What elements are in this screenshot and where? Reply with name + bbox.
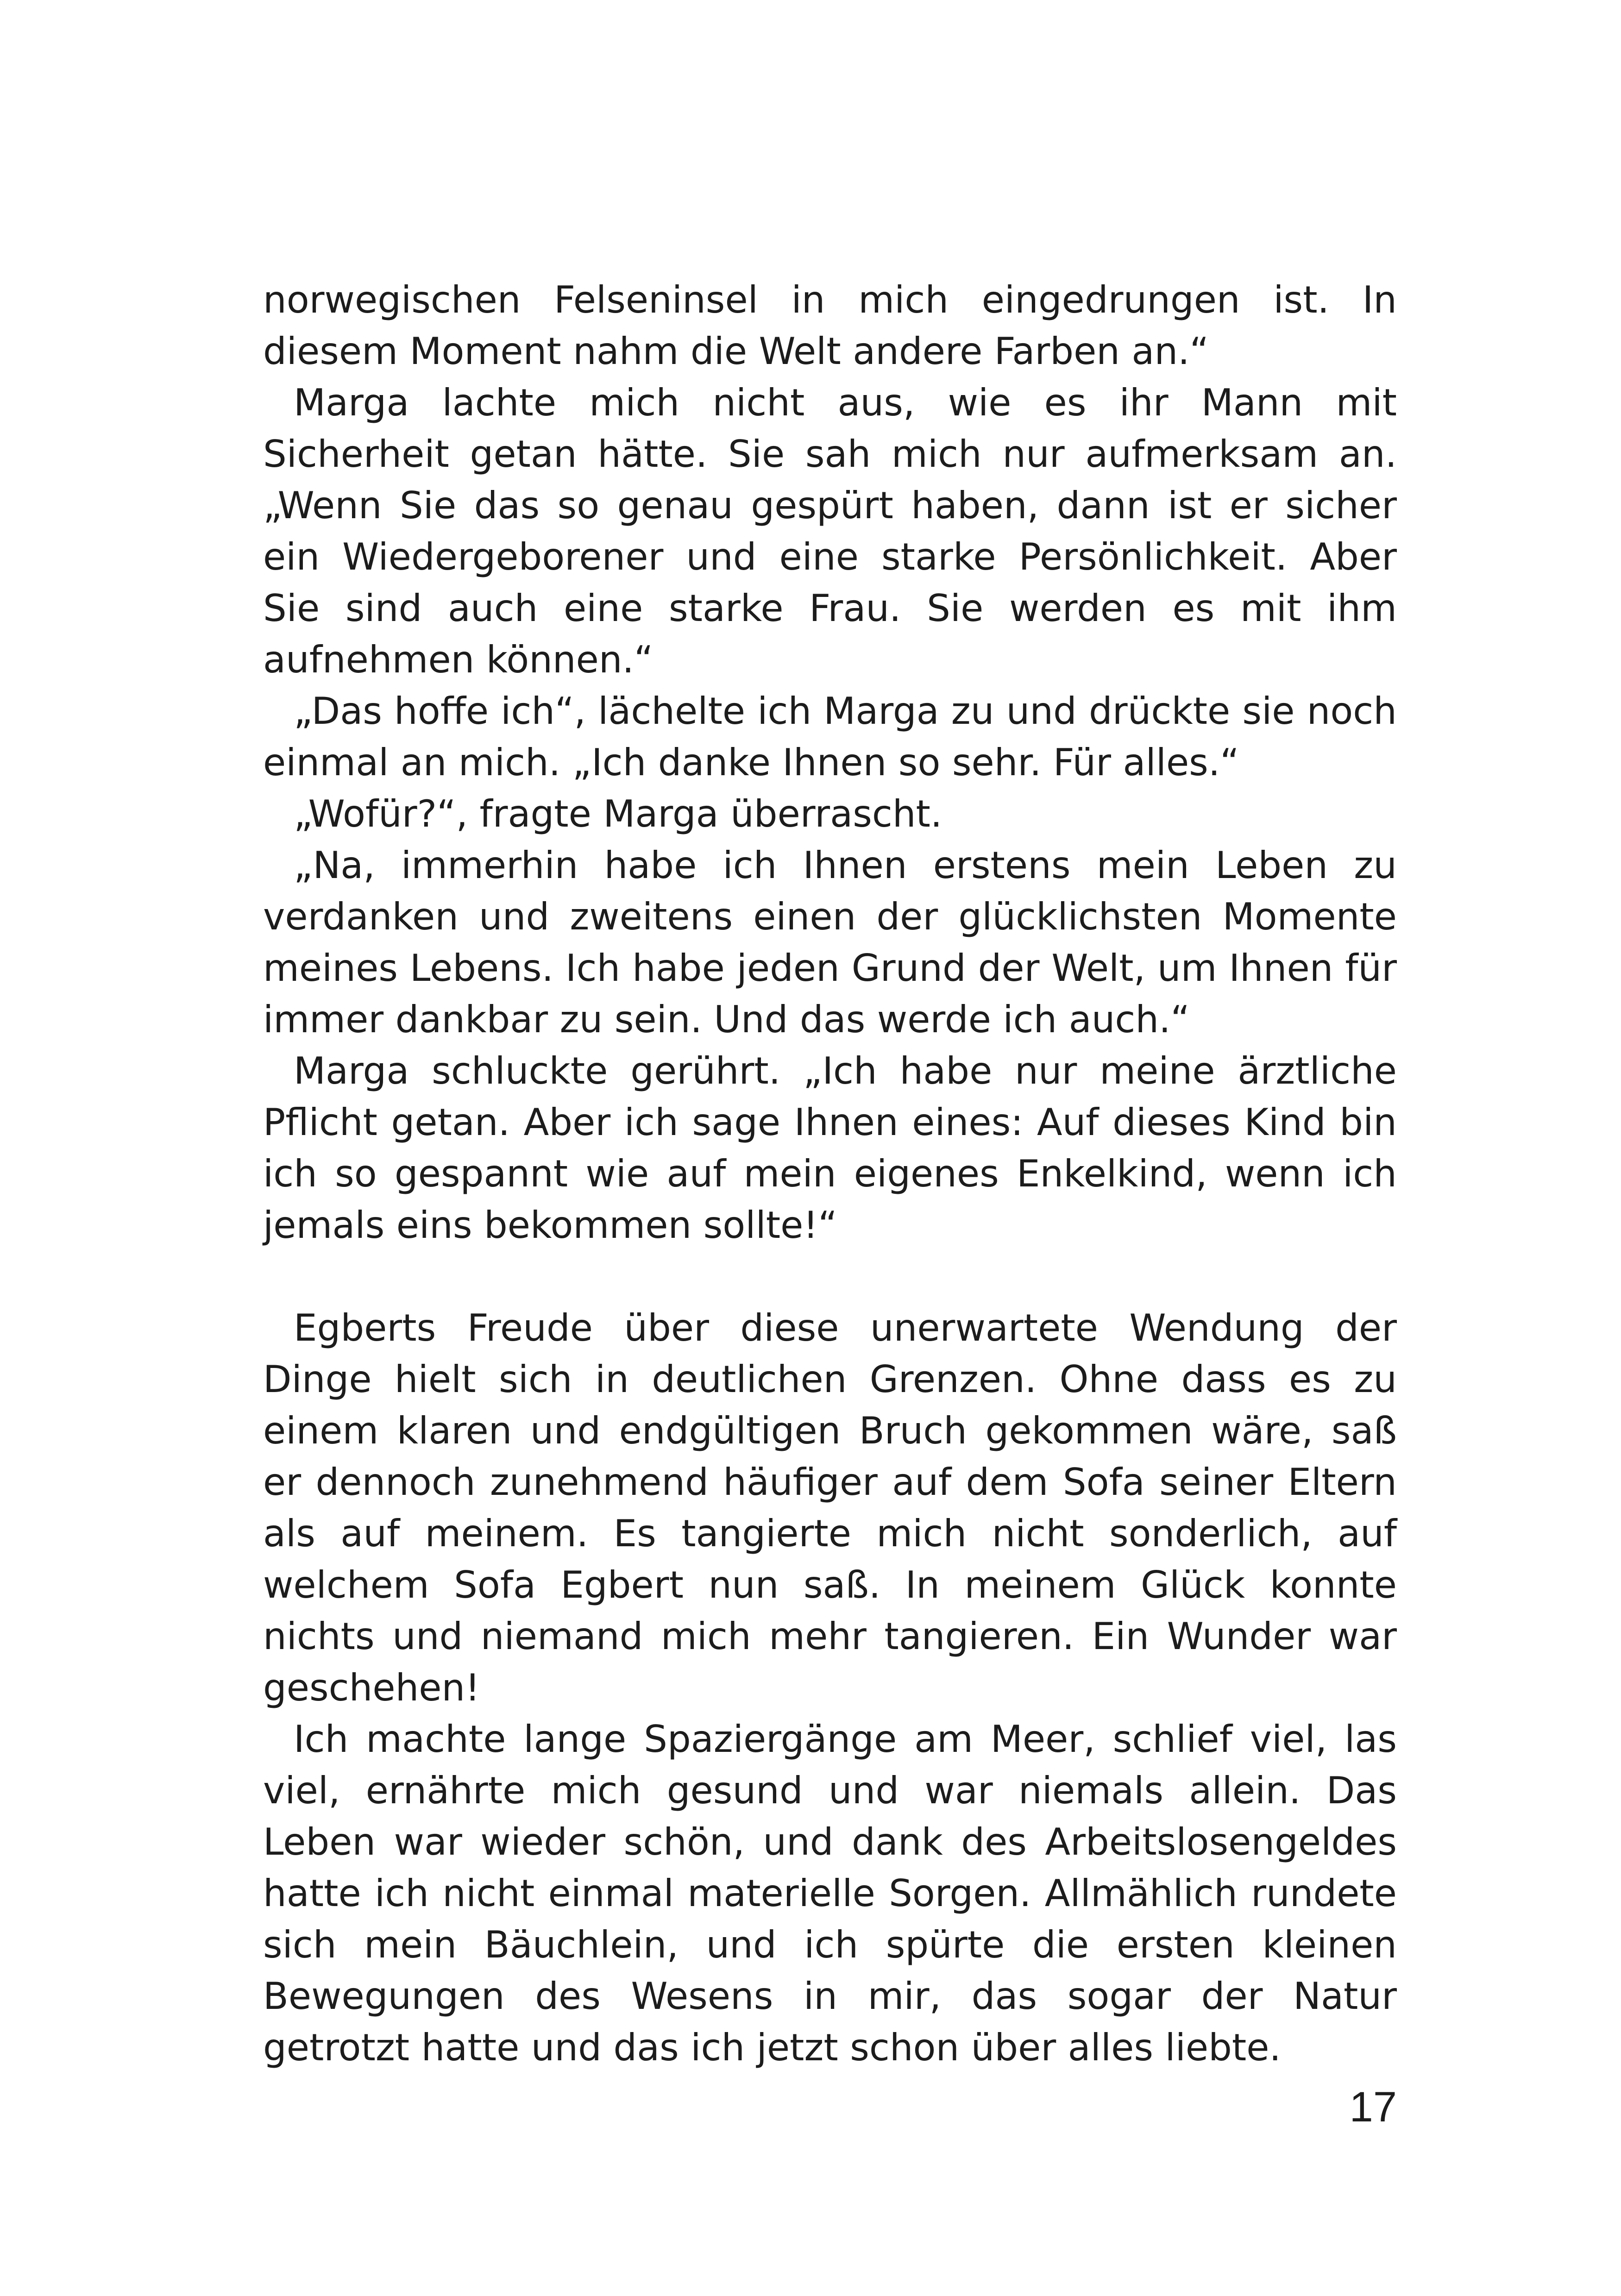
paragraph-5: „Na, immerhin habe ich Ihnen erstens mein Leben zu verdanken und zweitens einen der glücklichsten Momente meines Lebens. Ich habe jeden Grund der Welt, um Ihnen für immer dankbar zu sein. Und das werde ich auch.“ <box>263 844 1397 1041</box>
paragraph-7: Egberts Freude über diese unerwartete Wendung der Dinge hielt sich in deutlichen Grenzen. Ohne dass es zu einem klaren und endgültigen Bruch gekommen wäre, saß er dennoch zunehmend häufiger auf dem Sofa seiner Eltern als auf meinem. Es tangierte mich nicht sonderlich, auf welchem Sofa Egbert nun saß. In meinem Glück konnte nichts und niemand mich mehr tangieren. Ein Wunder war geschehen! <box>263 1306 1397 1709</box>
body-text <box>263 274 1397 2073</box>
page-number: 17 <box>1349 2083 1397 2131</box>
paragraph-1: norwegischen Felseninsel in mich eingedrungen ist. In diesem Moment nahm die Welt andere Farben an.“ <box>263 278 1397 373</box>
paragraph-6: Marga schluckte gerührt. „Ich habe nur meine ärztliche Pflicht getan. Aber ich sage Ihnen eines: Auf dieses Kind bin ich so gespannt wie auf mein eigenes Enkelkind, wenn ich jemals eins bekommen sollte!“ <box>263 1049 1397 1247</box>
paragraph-8: Ich machte lange Spaziergänge am Meer, schlief viel, las viel, ernährte mich gesund und war niemals allein. Das Leben war wieder schön, und dank des Arbeitslosengeldes hatte ich nicht einmal materielle Sorgen. Allmählich rundete sich mein Bäuchlein, und ich spürte die ersten kleinen Bewegungen des Wesens in mir, das sogar der Natur getrotzt hatte und das ich jetzt schon über alles liebte. <box>263 1718 1397 2069</box>
paragraph-4: „Wofür?“, fragte Marga überrascht. <box>294 792 942 835</box>
paragraph-3: „Das hoffe ich“, lächelte ich Marga zu und drückte sie noch einmal an mich. „Ich danke Ihnen so sehr. Für alles.“ <box>263 690 1397 784</box>
paragraph-2: Marga lachte mich nicht aus, wie es ihr Mann mit Sicherheit getan hätte. Sie sah mich nur aufmerksam an. „Wenn Sie das so genau gespürt haben, dann ist er sicher ein Wiedergeborener und eine starke Persönlichkeit. Aber Sie sind auch eine starke Frau. Sie werden es mit ihm aufnehmen können.“ <box>263 381 1397 681</box>
